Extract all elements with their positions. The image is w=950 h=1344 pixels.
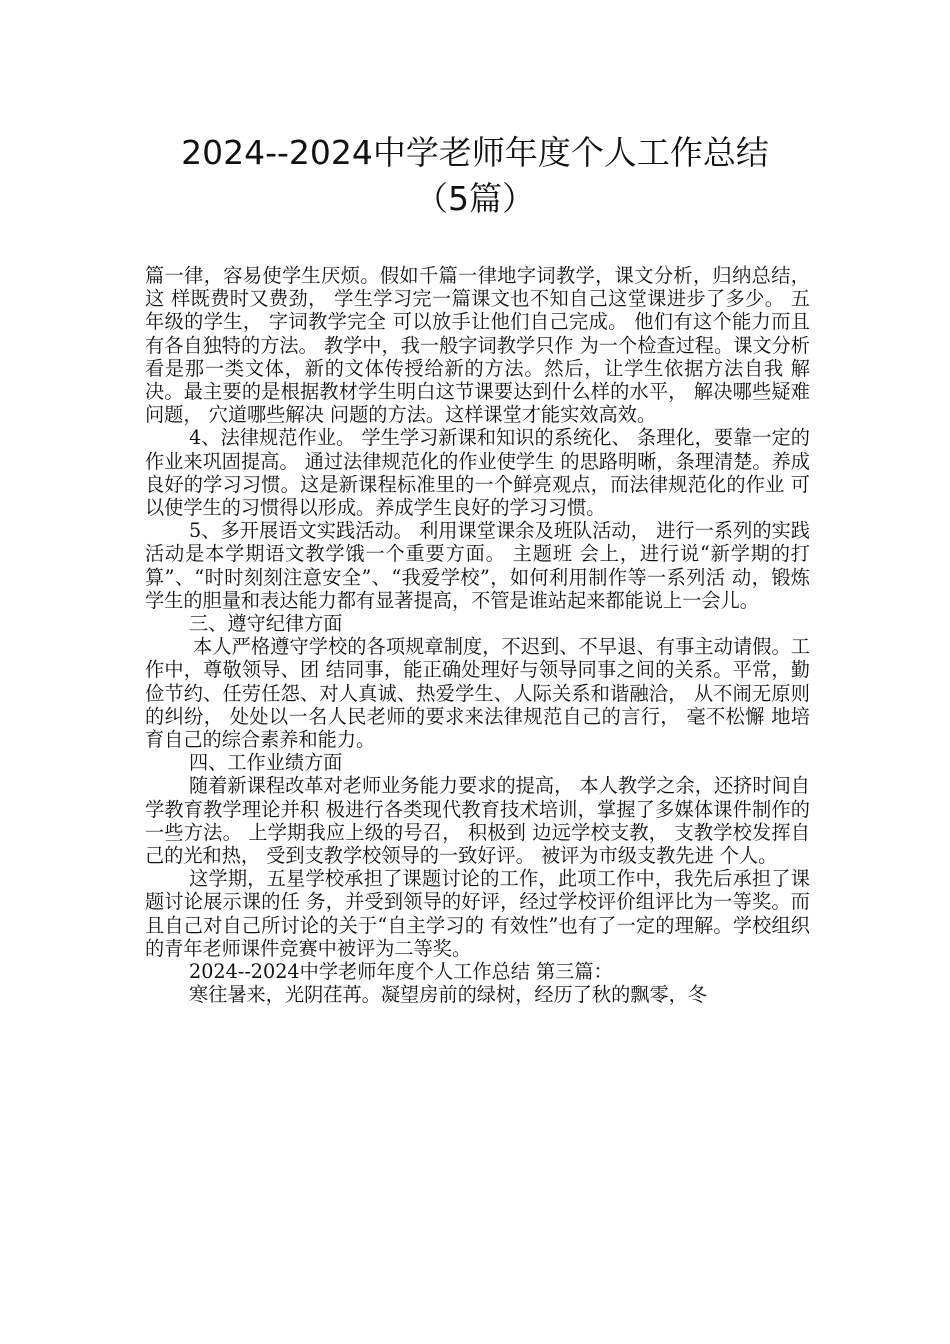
paragraph-discipline: 本人严格遵守学校的各项规章制度，不迟到、不早退、有事主动请假。工作中，尊敬领导、团 结同事，能正确处理好与领导同事之间的关系。平常，勤俭节约、任劳任怨、对人真诚、热爱学生、人际关系和谐融洽， 从不闹无原则的纠纷， 处处以一名人民老师的要求来法律规范自己的言行， 毫不松懈 地培育自己的综合素养和能力。 xyxy=(145,635,810,752)
paragraph-part-three: 寒往暑来，光阴荏苒。凝望房前的绿树，经历了秋的飘零，冬 xyxy=(189,983,708,1007)
paragraph-2: 4、法律规范作业。 学生学习新课和知识的系统化、 条理化，要靠一定的作业来巩固提高。 通过法律规范化的作业使学生 的思路明晰，条理清楚。养成良好的学习习惯。这是新课程标准里的一个鲜亮观点，而法律规范化的作业 可以使学生的习惯得以形成。养成学生良好的学习习惯。 xyxy=(145,426,810,520)
section-heading-achievements: 四、工作业绩方面 xyxy=(189,751,343,775)
document-title-line-1: 2024--2024中学老师年度个人工作总结 xyxy=(181,133,769,172)
document-title-line-2: （5篇） xyxy=(415,179,535,218)
paragraph-1: 篇一律，容易使学生厌烦。假如千篇一律地字词教学，课文分析，归纳总结，这 样既费时又费劲， 学生学习完一篇课文也不知自己这堂课进步了多少。 五年级的学生， 字词教学完全 可以放手让他们自己完成。 他们有这个能力而且有各自独特的方法。 教学中，我一般字词教学只作 为一个检查过程。课文分析看是那一类文体，新的文体传授给新的方法。然后，让学生依据方法自我 解决。最主要的是根据教材学生明白这节课要达到什么样的水平， 解决哪些疑难问题， 穴道哪些解决 问题的方法。这样课堂才能实效高效。 xyxy=(145,264,810,427)
paragraph-achievements-2: 这学期，五星学校承担了课题讨论的工作，此项工作中，我先后承担了课题讨论展示课的任 务，并受到领导的好评，经过学校评价组评比为一等奖。而且自己对自己所讨论的关于“自主学习的 有效性”也有了一定的理解。学校组织的青年老师课件竞赛中被评为二等奖。 xyxy=(145,867,810,960)
document-body xyxy=(145,264,810,1007)
section-heading-part-three: 2024--2024中学老师年度个人工作总结 第三篇： xyxy=(189,960,613,984)
section-heading-discipline: 三、遵守纪律方面 xyxy=(189,612,343,636)
paragraph-3: 5、多开展语文实践活动。 利用课堂课余及班队活动， 进行一系列的实践活动是本学期语文教学饿一个重要方面。 主题班 会上，进行说“新学期的打算”、“时时刻刻注意安全”、“我爱学校”，如何利用制作等一系列活 动，锻炼学生的胆量和表达能力都有显著提高，不管是谁站起来都能说上一会儿。 xyxy=(145,519,810,612)
paragraph-achievements-1: 随着新课程改革对老师业务能力要求的提高， 本人教学之余，还挤时间自学教育教学理论并积 极进行各类现代教育技术培训，掌握了多媒体课件制作的一些方法。 上学期我应上级的号召， 积极到 边远学校支教， 支教学校发挥自己的光和热， 受到支教学校领导的一致好评。 被评为市级支教先进 个人。 xyxy=(145,774,810,868)
